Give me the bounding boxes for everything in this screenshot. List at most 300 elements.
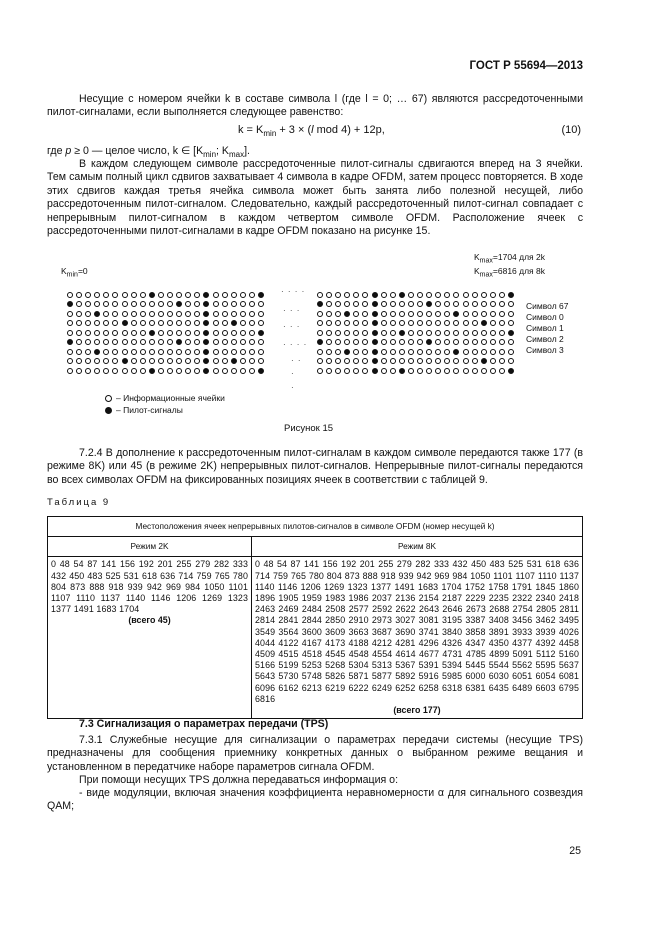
info-cell: [435, 292, 441, 298]
pilot-cell: [372, 339, 378, 345]
ellipsis: · · ·: [283, 306, 301, 315]
info-cell: [353, 339, 359, 345]
info-cell: [103, 301, 109, 307]
info-cell: [140, 311, 146, 317]
pilot-cell: [203, 330, 209, 336]
info-cell: [408, 311, 414, 317]
total-2k: (всего 45): [128, 615, 171, 626]
pilot-cell: [231, 358, 237, 364]
info-cell: [408, 349, 414, 355]
info-cell: [435, 349, 441, 355]
info-cell: [472, 349, 478, 355]
info-cell: [317, 349, 323, 355]
pilot-cell: [67, 339, 73, 345]
info-cell: [453, 339, 459, 345]
info-cell: [85, 349, 91, 355]
pilot-cell: [399, 292, 405, 298]
info-cell: [112, 330, 118, 336]
info-cell: [362, 311, 368, 317]
pilot-cell: [372, 320, 378, 326]
info-cell: [222, 358, 228, 364]
values-8k: 0 48 54 87 141 156 192 201 255 279 282 333 432 450 483 525 531 618 636 714 759 765 780 804 873 888 918 939 942 969 984 1050 1101 1107 1110 1137 1140 1146 1206 1269 1323 1377 1491 1683 1704 1752 1758 1791 1845 1860 1896 1905 1959 1983 1986 2037 2136 2154 2187 2229 2235 2322 2340 2418 2463 2469 2484 2508 2577 2592 2622 2643 2646 2673 2688 2754 2805 2811 2814 2841 2844 2850 2910 2973 3027 3081 3195 3387 3408 3456 3462 3495 3549 3564 3600 3609 3663 3687 3690 3741 3840 3858 3891 3933 3939 4026 4044 4122 4167 4173 4188 4212 4281 4296 4326 4347 4350 4377 4392 4458 4509 4515 4518 4545 4548 4554 4614 4677 4731 4785 4899 5091 5112 5160 5166 5199 5253 5268 5304 5313 5367 5391 5394 5445 5544 5562 5595 5637 5643 5730 5748 5826 5871 5877 5892 5916 5985 6000 6030 6051 6054 6081 6096 6162 6213 6219 6222 6249 6252 6258 6318 6381 6435 6489 6603 6795 6816: [255, 559, 579, 704]
info-cell: [472, 330, 478, 336]
info-cell: [231, 292, 237, 298]
info-cell: [435, 330, 441, 336]
info-cell: [362, 330, 368, 336]
info-cell: [167, 349, 173, 355]
pilot-cell: [317, 301, 323, 307]
symbol-label: Символ 1: [526, 323, 564, 333]
pilot-cell: [453, 349, 459, 355]
info-cell: [249, 368, 255, 374]
info-cell: [435, 320, 441, 326]
info-cell: [390, 349, 396, 355]
info-cell: [381, 320, 387, 326]
symbol-row: [67, 319, 267, 329]
filled-circle-icon: [105, 407, 112, 414]
info-cell: [381, 349, 387, 355]
pilot-cell: [203, 349, 209, 355]
info-cell: [176, 358, 182, 364]
info-cell: [435, 301, 441, 307]
info-cell: [185, 339, 191, 345]
info-cell: [149, 311, 155, 317]
info-cell: [194, 358, 200, 364]
info-cell: [240, 292, 246, 298]
info-cell: [481, 330, 487, 336]
info-cell: [94, 292, 100, 298]
info-cell: [185, 311, 191, 317]
info-cell: [490, 358, 496, 364]
pilot-cell: [399, 330, 405, 336]
info-cell: [362, 292, 368, 298]
info-cell: [140, 330, 146, 336]
info-cell: [490, 301, 496, 307]
info-cell: [508, 339, 514, 345]
info-cell: [335, 349, 341, 355]
kmax-8k-label: $K_{max}=6816$ для 8k: [474, 266, 546, 279]
info-cell: [453, 358, 459, 364]
paragraph-modulation: - виде модуляции, включая значения коэффициента неравномерности α для сигнального созвездия QAM;: [47, 787, 583, 813]
pilot-cell: [203, 320, 209, 326]
info-cell: [408, 301, 414, 307]
info-cell: [185, 349, 191, 355]
ellipsis: · · · ·: [281, 287, 306, 296]
info-cell: [417, 358, 423, 364]
info-cell: [213, 330, 219, 336]
info-cell: [481, 339, 487, 345]
info-cell: [326, 330, 332, 336]
info-cell: [453, 301, 459, 307]
info-cell: [353, 301, 359, 307]
info-cell: [258, 301, 264, 307]
info-cell: [453, 368, 459, 374]
info-cell: [103, 339, 109, 345]
pilot-cell: [508, 292, 514, 298]
info-cell: [167, 301, 173, 307]
info-cell: [499, 311, 505, 317]
info-cell: [167, 330, 173, 336]
info-cell: [122, 330, 128, 336]
info-cell: [76, 311, 82, 317]
info-cell: [131, 330, 137, 336]
info-cell: [76, 292, 82, 298]
pilot-cell: [67, 301, 73, 307]
info-cell: [158, 292, 164, 298]
info-cell: [258, 349, 264, 355]
paragraph-tps-info: При помощи несущих TPS должна передаваться информация о:: [79, 774, 399, 786]
symbol-label: Символ 67: [526, 301, 569, 311]
info-cell: [417, 301, 423, 307]
col-header-8k: Режим 8K: [252, 537, 583, 557]
info-cell: [240, 301, 246, 307]
info-cell: [417, 349, 423, 355]
symbol-row: [67, 328, 267, 338]
info-cell: [112, 358, 118, 364]
info-cell: [103, 292, 109, 298]
ellipsis: · ·: [291, 356, 302, 365]
info-cell: [408, 368, 414, 374]
info-cell: [463, 320, 469, 326]
info-cell: [76, 368, 82, 374]
info-cell: [85, 311, 91, 317]
info-cell: [508, 311, 514, 317]
pilot-cell: [372, 368, 378, 374]
info-cell: [472, 368, 478, 374]
info-cell: [326, 339, 332, 345]
symbol-row: [317, 328, 517, 338]
info-cell: [167, 368, 173, 374]
info-cell: [390, 330, 396, 336]
info-cell: [317, 292, 323, 298]
info-cell: [390, 339, 396, 345]
pilot-cell: [149, 330, 155, 336]
info-cell: [426, 292, 432, 298]
info-cell: [112, 339, 118, 345]
info-cell: [399, 320, 405, 326]
info-cell: [508, 358, 514, 364]
info-cell: [122, 368, 128, 374]
info-cell: [435, 358, 441, 364]
info-cell: [249, 358, 255, 364]
pilot-cell: [372, 311, 378, 317]
info-cell: [326, 311, 332, 317]
pilot-cell: [426, 301, 432, 307]
info-cell: [67, 320, 73, 326]
where-clause: где p ≥ 0 — целое число, k ∈ [$K_{min}$; $K_{max}$].: [47, 145, 250, 160]
info-cell: [417, 339, 423, 345]
pilot-cell: [94, 311, 100, 317]
pilot-cell: [344, 349, 350, 355]
info-cell: [85, 292, 91, 298]
info-cell: [240, 311, 246, 317]
info-cell: [76, 358, 82, 364]
pilot-cell: [372, 301, 378, 307]
info-cell: [85, 330, 91, 336]
open-circle-icon: [105, 395, 112, 402]
info-cell: [76, 301, 82, 307]
info-cell: [222, 311, 228, 317]
info-cell: [426, 311, 432, 317]
info-cell: [85, 320, 91, 326]
shift-paragraph: В каждом следующем символе рассредоточенные пилот-сигналы сдвигаются вперед на 3 ячейки. Тем самым полный цикл сдвигов захватывает 4 символа в кадре OFDM, затем процесс повторяется. В ходе этих сдвигов каждая третья ячейка символа может быть занята либо полезной несущей, либо рассредоточенным пилот-сигналом. Следовательно, каждый рассредоточенный пилот-сигнал совпадает с непрерывным пилот-сигналом в каждом четвертом символе OFDM. Расположение ячеек с рассредоточенными пилот-сигналами в кадре OFDM показано на рисунке 15.: [47, 158, 583, 238]
info-cell: [103, 311, 109, 317]
info-cell: [353, 349, 359, 355]
symbol-label: Символ 3: [526, 345, 564, 355]
pilot-cell: [481, 358, 487, 364]
info-cell: [335, 330, 341, 336]
info-cell: [463, 358, 469, 364]
pilot-cell: [203, 301, 209, 307]
symbol-row: [67, 300, 267, 310]
info-cell: [94, 301, 100, 307]
symbol-row: [317, 319, 517, 329]
pilot-cell: [149, 292, 155, 298]
legend-info: – Информационные ячейки: [105, 393, 225, 403]
info-cell: [381, 330, 387, 336]
info-cell: [122, 339, 128, 345]
info-cell: [103, 349, 109, 355]
info-cell: [353, 311, 359, 317]
info-cell: [417, 368, 423, 374]
info-cell: [326, 368, 332, 374]
info-cell: [167, 339, 173, 345]
info-cell: [194, 311, 200, 317]
info-cell: [85, 358, 91, 364]
info-cell: [326, 292, 332, 298]
pilot-cell: [453, 311, 459, 317]
info-cell: [231, 311, 237, 317]
info-cell: [76, 320, 82, 326]
info-cell: [472, 292, 478, 298]
info-cell: [499, 339, 505, 345]
info-cell: [140, 339, 146, 345]
info-cell: [240, 358, 246, 364]
symbol-label: Символ 0: [526, 312, 564, 322]
info-cell: [140, 368, 146, 374]
info-cell: [231, 301, 237, 307]
info-cell: [444, 292, 450, 298]
pilot-cell: [122, 320, 128, 326]
symbol-row: [67, 366, 267, 376]
info-cell: [67, 330, 73, 336]
info-cell: [249, 292, 255, 298]
info-cell: [335, 301, 341, 307]
table-9: [47, 516, 583, 719]
info-cell: [417, 311, 423, 317]
info-cell: [326, 301, 332, 307]
col-header-2k: Режим 2K: [48, 537, 252, 557]
standard-header: ГОСТ Р 55694—2013: [469, 60, 583, 72]
info-cell: [499, 368, 505, 374]
info-cell: [185, 292, 191, 298]
info-cell: [317, 358, 323, 364]
info-cell: [131, 349, 137, 355]
info-cell: [490, 292, 496, 298]
info-cell: [240, 349, 246, 355]
kmin-label: $K_{min}=0$: [61, 266, 88, 279]
info-cell: [103, 368, 109, 374]
info-cell: [85, 339, 91, 345]
cell-grid-right: [317, 290, 517, 376]
info-cell: [453, 292, 459, 298]
info-cell: [149, 358, 155, 364]
info-cell: [499, 358, 505, 364]
info-cell: [353, 330, 359, 336]
info-cell: [472, 339, 478, 345]
info-cell: [122, 311, 128, 317]
info-cell: [399, 339, 405, 345]
info-cell: [353, 320, 359, 326]
info-cell: [185, 301, 191, 307]
info-cell: [112, 311, 118, 317]
pilot-cell: [176, 339, 182, 345]
info-cell: [508, 301, 514, 307]
info-cell: [213, 368, 219, 374]
symbol-row: [317, 347, 517, 357]
info-cell: [362, 358, 368, 364]
info-cell: [490, 349, 496, 355]
info-cell: [390, 292, 396, 298]
info-cell: [140, 320, 146, 326]
info-cell: [344, 368, 350, 374]
info-cell: [158, 368, 164, 374]
info-cell: [326, 349, 332, 355]
symbol-row: [67, 357, 267, 367]
symbol-row: [317, 357, 517, 367]
info-cell: [94, 339, 100, 345]
info-cell: [408, 320, 414, 326]
info-cell: [176, 349, 182, 355]
info-cell: [344, 301, 350, 307]
info-cell: [463, 330, 469, 336]
info-cell: [213, 349, 219, 355]
page-number: 25: [569, 845, 581, 857]
pilot-cell: [399, 368, 405, 374]
info-cell: [426, 349, 432, 355]
pilot-cell: [508, 330, 514, 336]
info-cell: [499, 292, 505, 298]
info-cell: [231, 368, 237, 374]
info-cell: [85, 368, 91, 374]
info-cell: [344, 292, 350, 298]
info-cell: [472, 301, 478, 307]
intro-paragraph: Несущие с номером ячейки k в составе символа l (где l = 0; … 67) являются рассредоточенными пилот-сигналами, если выполняется следующее равенство:: [47, 93, 583, 119]
table-title: Местоположения ячеек непрерывных пилотов-сигналов в символе OFDM (номер несущей k): [48, 517, 583, 537]
formula-number: (10): [561, 124, 581, 136]
info-cell: [472, 320, 478, 326]
info-cell: [490, 330, 496, 336]
info-cell: [249, 349, 255, 355]
info-cell: [103, 320, 109, 326]
info-cell: [213, 311, 219, 317]
info-cell: [67, 349, 73, 355]
info-cell: [472, 311, 478, 317]
symbol-row: [317, 290, 517, 300]
info-cell: [140, 349, 146, 355]
pilot-cell: [203, 311, 209, 317]
info-cell: [94, 320, 100, 326]
kmax-2k-label: $K_{max}=1704$ для 2k: [474, 252, 546, 265]
info-cell: [240, 330, 246, 336]
info-cell: [417, 320, 423, 326]
pilot-cell: [508, 368, 514, 374]
info-cell: [353, 368, 359, 374]
ellipsis: ·: [291, 383, 295, 392]
info-cell: [481, 292, 487, 298]
info-cell: [185, 358, 191, 364]
info-cell: [362, 368, 368, 374]
info-cell: [140, 292, 146, 298]
info-cell: [213, 358, 219, 364]
info-cell: [131, 320, 137, 326]
info-cell: [249, 311, 255, 317]
info-cell: [381, 339, 387, 345]
info-cell: [463, 368, 469, 374]
pilot-cell: [203, 292, 209, 298]
info-cell: [335, 292, 341, 298]
info-cell: [140, 358, 146, 364]
info-cell: [426, 330, 432, 336]
info-cell: [499, 301, 505, 307]
info-cell: [408, 339, 414, 345]
info-cell: [490, 320, 496, 326]
info-cell: [390, 311, 396, 317]
pilot-cell: [258, 330, 264, 336]
info-cell: [472, 358, 478, 364]
info-cell: [481, 349, 487, 355]
info-cell: [344, 330, 350, 336]
info-cell: [444, 349, 450, 355]
info-cell: [444, 358, 450, 364]
info-cell: [435, 368, 441, 374]
pilot-cell: [203, 358, 209, 364]
info-cell: [258, 339, 264, 345]
info-cell: [112, 301, 118, 307]
info-cell: [381, 301, 387, 307]
info-cell: [399, 311, 405, 317]
info-cell: [194, 339, 200, 345]
info-cell: [426, 368, 432, 374]
info-cell: [222, 301, 228, 307]
info-cell: [213, 320, 219, 326]
info-cell: [213, 301, 219, 307]
info-cell: [481, 301, 487, 307]
symbol-row: [317, 366, 517, 376]
info-cell: [231, 330, 237, 336]
info-cell: [499, 330, 505, 336]
info-cell: [240, 339, 246, 345]
info-cell: [158, 339, 164, 345]
info-cell: [149, 301, 155, 307]
info-cell: [408, 330, 414, 336]
info-cell: [67, 368, 73, 374]
info-cell: [499, 349, 505, 355]
info-cell: [231, 349, 237, 355]
symbol-row: [317, 309, 517, 319]
info-cell: [149, 320, 155, 326]
info-cell: [444, 368, 450, 374]
info-cell: [258, 311, 264, 317]
info-cell: [167, 320, 173, 326]
info-cell: [344, 320, 350, 326]
info-cell: [390, 358, 396, 364]
info-cell: [417, 292, 423, 298]
info-cell: [131, 358, 137, 364]
info-cell: [408, 358, 414, 364]
info-cell: [444, 339, 450, 345]
info-cell: [213, 339, 219, 345]
